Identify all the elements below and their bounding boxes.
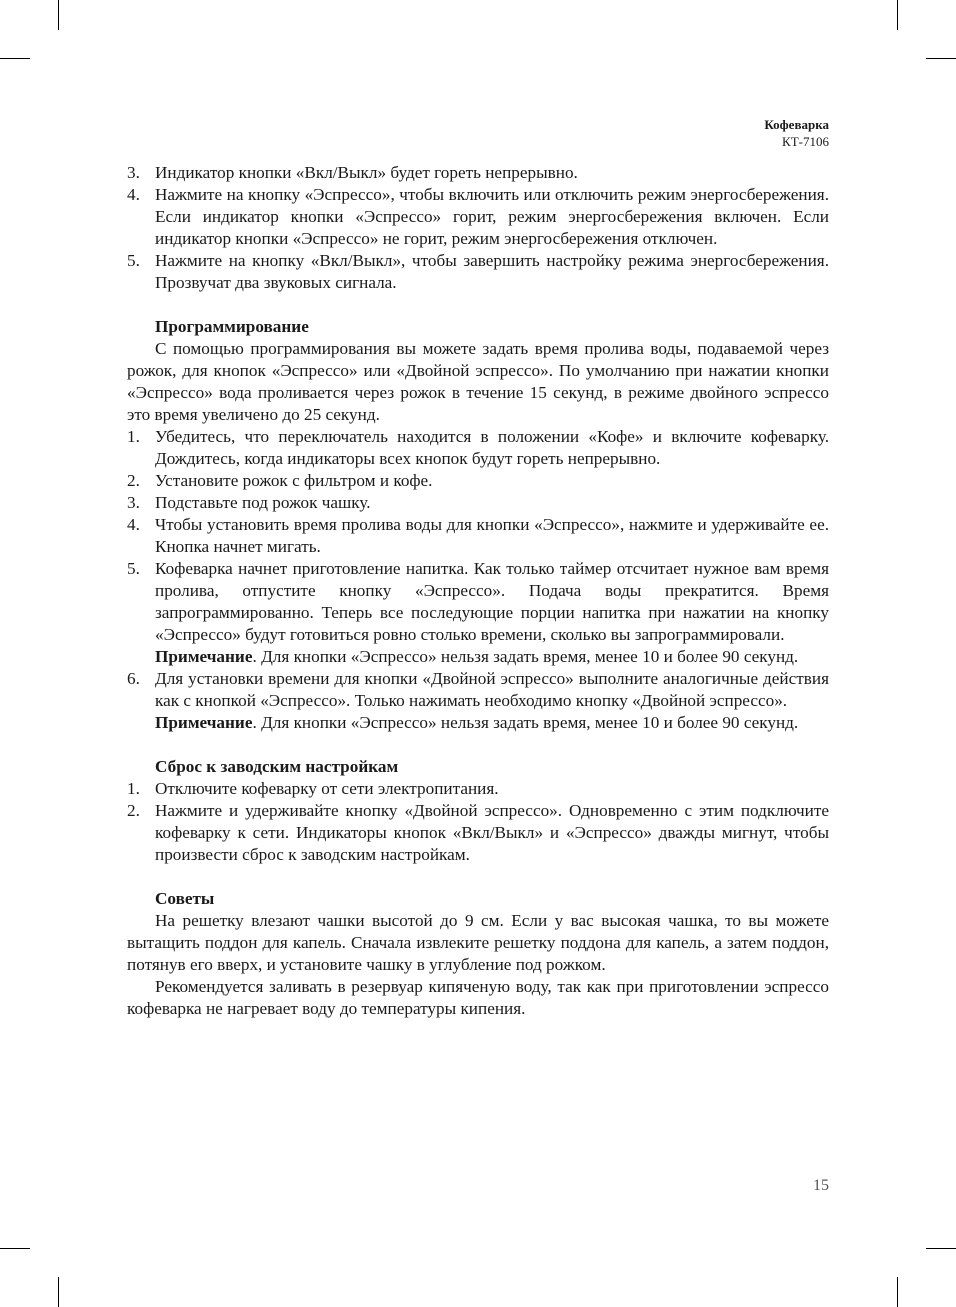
tips-paragraph: Рекомендуется заливать в резервуар кипяченую воду, так как при приготовлении эспрессо кофеварка не нагревает воду до температуры кипения. xyxy=(127,977,829,1018)
crop-mark xyxy=(926,1248,956,1249)
running-header xyxy=(764,116,829,150)
section-heading-reset: Сброс к заводским настройкам xyxy=(155,757,399,776)
list-item: 5. Кофеварка начнет приготовление напитка. Как только таймер отсчитает нужное вам время пролива, отпустите кнопку «Эспрессо». Подача воды прекратится. Время запрограммированно. Теперь все последующие порции напитка при нажатии на кнопку «Эспрессо» будут готовиться ровно столько времени, сколько вы запрограммировали. xyxy=(127,559,829,644)
list-item: 2. Нажмите и удерживайте кнопку «Двойной эспрессо». Одновременно с этим подключите кофеварку к сети. Индикаторы кнопок «Вкл/Выкл» и «Эспрессо» дважды мигнут, чтобы произвести сброс к заводским настройкам. xyxy=(127,801,829,864)
list-item: 2. Установите рожок с фильтром и кофе. xyxy=(127,471,433,490)
list-item: 4. Нажмите на кнопку «Эспрессо», чтобы включить или отключить режим энергосбережения. Если индикатор кнопки «Эспрессо» горит, режим энергосбережения включен. Если индикатор кнопки «Эспрессо» не горит, режим энергосбережения отключен. xyxy=(127,185,829,248)
crop-mark xyxy=(926,58,956,59)
programming-intro: С помощью программирования вы можете задать время пролива воды, подаваемой через рожок, для кнопок «Эспрессо» или «Двойной эспрессо». По умолчанию при нажатии кнопки «Эспрессо» вода проливается через рожок в течение 15 секунд, в режиме двойного эспрессо это время увеличено до 25 секунд. xyxy=(127,339,829,424)
tips-paragraph: На решетку влезают чашки высотой до 9 см. Если у вас высокая чашка, то вы можете вытащить поддон для капель. Сначала извлеките решетку поддона для капель, а затем поддон, потянув его вверх, и установите чашку в углубление под рожком. xyxy=(127,911,829,974)
section-heading-tips: Советы xyxy=(155,889,215,908)
page-content xyxy=(127,162,829,1020)
crop-mark xyxy=(58,1277,59,1307)
list-item: 3. Индикатор кнопки «Вкл/Выкл» будет гореть непрерывно. xyxy=(127,163,578,182)
list-item: 1. Убедитесь, что переключатель находится в положении «Кофе» и включите кофеварку. Дождитесь, когда индикаторы всех кнопок будут гореть непрерывно. xyxy=(127,427,829,468)
crop-mark xyxy=(0,58,30,59)
page-number: 15 xyxy=(813,1177,829,1194)
list-item: 6. Для установки времени для кнопки «Двойной эспрессо» выполните аналогичные действия как с кнопкой «Эспрессо». Только нажимать необходимо кнопку «Двойной эспрессо». xyxy=(127,669,829,710)
section-heading-programming: Программирование xyxy=(155,317,309,336)
header-product: Кофеварка xyxy=(764,117,829,132)
note: Примечание. Для кнопки «Эспрессо» нельзя задать время, менее 10 и более 90 секунд. xyxy=(155,647,799,666)
list-item: 5. Нажмите на кнопку «Вкл/Выкл», чтобы завершить настройку режима энергосбережения. Прозвучат два звуковых сигнала. xyxy=(127,251,829,292)
crop-mark xyxy=(0,1248,30,1249)
crop-mark xyxy=(897,1277,898,1307)
energy-saving-steps xyxy=(127,162,829,294)
note: Примечание. Для кнопки «Эспрессо» нельзя задать время, менее 10 и более 90 секунд. xyxy=(155,713,799,732)
list-item: 4. Чтобы установить время пролива воды для кнопки «Эспрессо», нажмите и удерживайте ее. Кнопка начнет мигать. xyxy=(127,515,829,556)
crop-mark xyxy=(897,0,898,30)
list-item: 1. Отключите кофеварку от сети электропитания. xyxy=(127,779,499,798)
header-model: КТ-7106 xyxy=(782,134,829,149)
list-item: 3. Подставьте под рожок чашку. xyxy=(127,493,371,512)
crop-mark xyxy=(58,0,59,30)
